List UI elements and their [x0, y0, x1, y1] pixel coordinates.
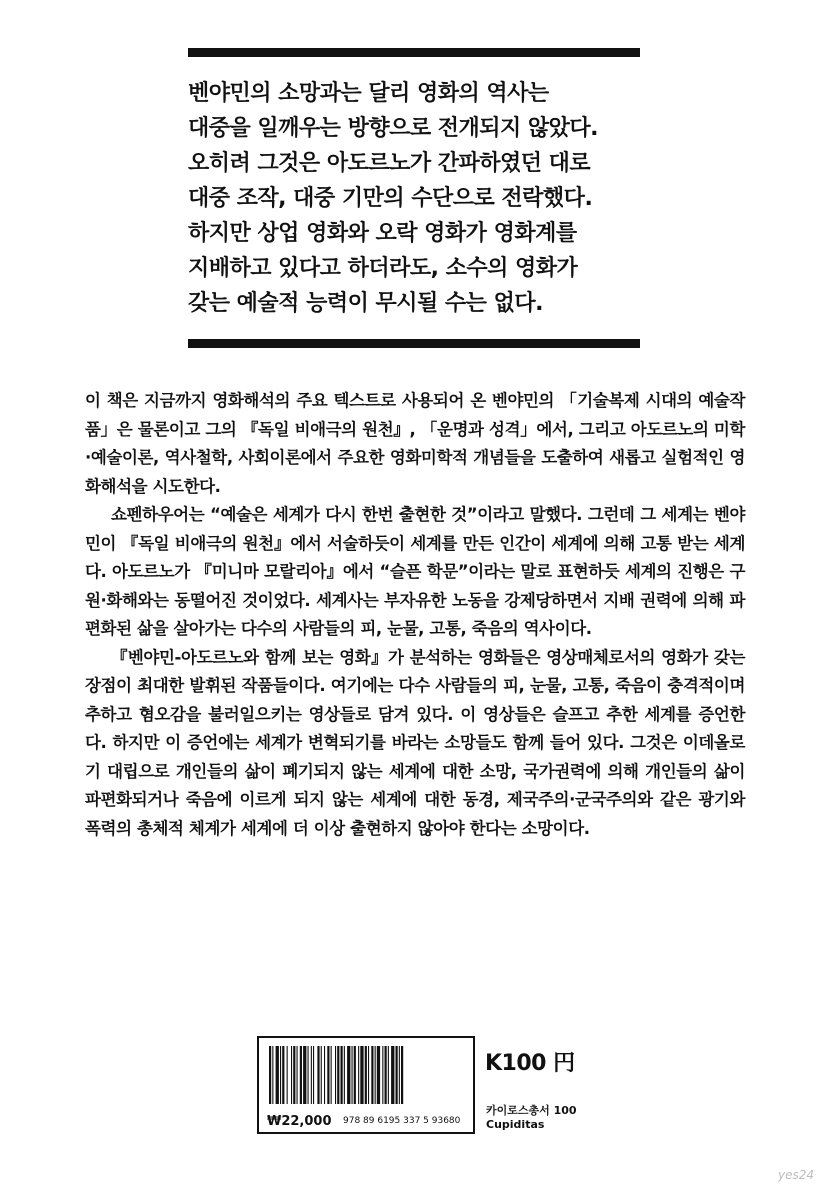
barcode-stripe — [303, 1046, 306, 1104]
barcode-stripe — [269, 1046, 271, 1104]
barcode-stripe — [360, 1046, 363, 1104]
barcode-stripe — [401, 1046, 403, 1104]
quote-line: 대중을 일깨우는 방향으로 전개되지 않았다. — [188, 116, 599, 141]
barcode-stripe — [313, 1046, 314, 1104]
quote-line: 벤야민의 소망과는 달리 영화의 역사는 — [188, 81, 549, 106]
series-name: 카이로스총서 100 — [486, 1104, 577, 1117]
barcode-panel — [257, 1036, 475, 1134]
barcode-stripe — [276, 1046, 279, 1104]
barcode-stripe — [377, 1046, 380, 1104]
series-subtitle: Cupiditas — [486, 1118, 545, 1131]
barcode-stripe — [300, 1046, 302, 1104]
barcode-stripe — [293, 1046, 295, 1104]
paragraph-1: 이 책은 지금까지 영화해석의 주요 텍스트로 사용되어 온 벤야민의 「기술복제 시대의 예술작품」은 물론이고 그의 『독일 비애극의 원천』, 「운명과 성격」에서, 그리고 아도르노의 미학·예술이론, 역사철학, 사회이론에서 주요한 영화미학적 개념들을 도출하여 새롭고 실험적인 영화해석을 시도한다. — [85, 391, 745, 496]
quote-line: 하지만 상업 영화와 오락 영화가 영화계를 — [188, 221, 577, 246]
barcode-stripe — [396, 1046, 398, 1104]
barcode-stripe — [388, 1046, 389, 1104]
barcode-stripe — [391, 1046, 394, 1104]
paragraph-2: 쇼펜하우어는 “예술은 세계가 다시 한번 출현한 것”이라고 말했다. 그런데 그 세계는 벤야민이 『독일 비애극의 원천』에서 서술하듯이 세계를 만든 인간이 세계에 의해 고통 받는 세계다. 아도르노가 『미니마 모랄리아』에서 “슬픈 학문”이라는 말로 표현하듯 세계의 진행은 구원·화해와는 동떨어진 것이었다. 세계사는 부자유한 노동을 강제당하면서 지배 권력에 의해 파편화된 삶을 살아가는 다수의 사람들의 피, 눈물, 고통, 죽음의 역사이다. — [85, 505, 745, 638]
barcode-stripe — [282, 1046, 284, 1104]
paragraph-3: 『벤야민-아도르노와 함께 보는 영화』가 분석하는 영화들은 영상매체로서의 영화가 갖는 장점이 최대한 발휘된 작품들이다. 여기에는 다수 사람들의 피, 눈물, 고통, 죽음이 충격적이며 추하고 혐오감을 불러일으키는 영상들로 담겨 있다. 이 영상들은 슬프고 추한 세계를 증언한다. 하지만 이 증언에는 세계가 변혁되기를 바라는 소망들도 함께 들어 있다. 그것은 이데올로기 대립으로 개인들의 삶이 폐기되지 않는 세계에 대한 소망, 국가권력에 의해 개인들의 삶이 파편화되거나 죽음에 이르게 되지 않는 세계에 대한 동경, 제국주의·군국주의와 같은 광기와 폭력의 총체적 체계가 세계에 더 이상 출현하지 않아야 한다는 소망이다. — [85, 647, 745, 838]
barcode-stripe — [399, 1046, 400, 1104]
quote-top-rule — [188, 48, 640, 57]
barcode-stripe — [358, 1046, 359, 1104]
barcode-stripe — [324, 1046, 325, 1104]
barcode-stripe — [385, 1046, 387, 1104]
barcode-stripe — [347, 1046, 350, 1104]
barcode-stripe — [297, 1046, 298, 1104]
barcode-stripe — [327, 1046, 329, 1104]
quote-bottom-rule — [188, 339, 640, 348]
barcode-stripe — [321, 1046, 322, 1104]
quote-line: 오히려 그것은 아도르노가 간파하였던 대로 — [188, 151, 591, 176]
barcode-stripe — [291, 1046, 292, 1104]
quote-line: 지배하고 있다고 하더라도, 소수의 영화가 — [188, 256, 578, 281]
barcode-stripe — [368, 1046, 369, 1104]
barcode-stripe — [341, 1046, 343, 1104]
barcode-stripe — [331, 1046, 332, 1104]
book-description — [85, 387, 745, 843]
barcode-stripe — [308, 1046, 309, 1104]
watermark-logo: yes24 — [778, 1168, 815, 1182]
series-info — [486, 1104, 577, 1132]
pull-quote — [188, 48, 640, 348]
barcode-bars — [267, 1046, 467, 1104]
barcode-stripe — [280, 1046, 281, 1104]
barcode-stripe — [371, 1046, 373, 1104]
barcode-stripe — [311, 1046, 312, 1104]
barcode-stripe — [337, 1046, 339, 1104]
barcode-stripe — [352, 1046, 353, 1104]
quote-line: 대중 조작, 대중 기만의 수단으로 전락했다. — [188, 186, 593, 211]
barcode-stripe — [272, 1046, 273, 1104]
barcode-stripe — [335, 1046, 336, 1104]
barcode-stripe — [365, 1046, 367, 1104]
quote-line: 갖는 예술적 능력이 무시될 수는 없다. — [188, 291, 543, 316]
quote-text — [188, 76, 648, 321]
isbn-number: 978 89 6195 337 5 93680 — [343, 1116, 461, 1126]
series-code: K100 円 — [485, 1051, 575, 1076]
barcode-stripe — [382, 1046, 383, 1104]
barcode-stripe — [317, 1046, 319, 1104]
barcode-stripe — [354, 1046, 356, 1104]
price-label: ₩22,000 — [267, 1114, 332, 1129]
barcode-stripe — [344, 1046, 345, 1104]
barcode-stripe — [287, 1046, 288, 1104]
barcode-stripe — [375, 1046, 376, 1104]
